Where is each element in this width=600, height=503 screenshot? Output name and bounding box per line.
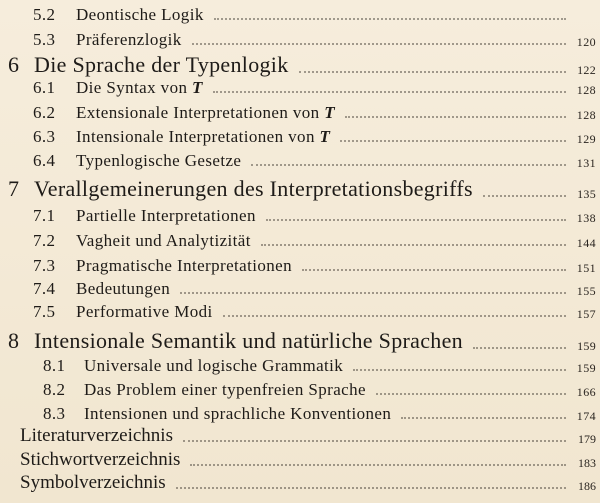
toc-entry [33, 127, 600, 147]
toc-entry-title: Die Syntax von [76, 78, 188, 97]
toc-entry-title: Bedeutungen [76, 279, 171, 298]
toc-entry-title: Pragmatische Interpretationen [76, 256, 292, 275]
dot-leader [473, 347, 566, 349]
toc-entry [33, 256, 600, 276]
toc-entry [33, 302, 600, 322]
toc-entry-number: 7.2 [33, 231, 56, 250]
toc-entry-page: 174 [576, 409, 596, 423]
toc-entry-number: 5.2 [33, 5, 56, 24]
dot-leader [213, 91, 566, 93]
toc-entry-title: Verallgemeinerungen des Interpretationsbegriffs [34, 176, 473, 201]
toc-backmatter-entry [20, 425, 600, 447]
toc-entry-page: 131 [576, 156, 596, 170]
toc-entry-page: 159 [576, 361, 596, 375]
toc-entry-number: 8.3 [43, 404, 66, 423]
toc-chapter-entry [8, 176, 600, 202]
dot-leader [340, 140, 566, 142]
toc-entry-page: 186 [578, 479, 596, 493]
toc-entry [43, 356, 600, 376]
toc-entry-symbol: T [324, 103, 336, 122]
dot-leader [183, 440, 566, 442]
toc-entry-title: Intensionale Semantik und natürliche Sprachen [34, 328, 463, 353]
toc-entry-title: Die Sprache der Typenlogik [34, 52, 289, 77]
toc-entry-number: 5.3 [33, 30, 56, 49]
toc-entry-page: 159 [577, 339, 596, 353]
toc-entry-title: Präferenzlogik [76, 30, 182, 49]
dot-leader [190, 464, 566, 466]
dot-leader [261, 244, 566, 246]
toc-backmatter-entry [20, 449, 600, 471]
dot-leader [266, 219, 566, 221]
toc-entry-symbol: T [192, 78, 203, 97]
toc-entry [33, 5, 600, 25]
toc-entry-number: 7.5 [33, 302, 56, 321]
toc-entry-title: Deontische Logik [76, 5, 204, 24]
toc-entry-number: 7 [8, 176, 20, 201]
dot-leader [345, 116, 566, 118]
dot-leader [483, 195, 566, 197]
toc-entry-page: 129 [576, 132, 596, 146]
toc-entry-page: 120 [576, 35, 596, 49]
toc-entry-page: 166 [576, 385, 596, 399]
toc-entry-page: 155 [576, 284, 596, 298]
toc-entry [33, 103, 600, 123]
dot-leader [401, 417, 566, 419]
toc-chapter-entry [8, 52, 600, 78]
toc-entry [43, 380, 600, 400]
toc-entry [33, 30, 600, 50]
toc-entry-number: 8.1 [43, 356, 66, 375]
toc-backmatter-entry [20, 472, 600, 494]
toc-entry-title: Symbolverzeichnis [20, 472, 166, 493]
toc-entry-number: 6.4 [33, 151, 56, 170]
toc-entry-number: 6 [8, 52, 20, 77]
toc-entry-number: 8.2 [43, 380, 66, 399]
toc-entry-title: Typenlogische Gesetze [76, 151, 242, 170]
toc-entry [33, 231, 600, 251]
toc-entry [33, 151, 600, 171]
toc-chapter-entry [8, 328, 600, 354]
toc-entry-page: 135 [577, 187, 596, 201]
toc-entry-title: Stichwortverzeichnis [20, 449, 181, 470]
toc-entry-page: 144 [576, 236, 596, 250]
toc-entry-page: 151 [576, 261, 596, 275]
dot-leader [223, 315, 566, 317]
toc-entry-page: 138 [576, 211, 596, 225]
toc-entry-title: Universale und logische Grammatik [84, 356, 344, 375]
dot-leader [376, 393, 566, 395]
toc-entry-title: Partielle Interpretationen [76, 206, 256, 225]
toc-entry [33, 279, 600, 299]
toc-entry-number: 7.4 [33, 279, 56, 298]
toc-entry-number: 6.1 [33, 78, 56, 97]
toc-entry-title: Vagheit und Analytizität [76, 231, 251, 250]
toc-entry-number: 6.2 [33, 103, 56, 122]
toc-entry-symbol: T [319, 127, 331, 146]
toc-entry-title: Extensionale Interpretationen von [76, 103, 320, 122]
toc-entry-page: 128 [576, 108, 596, 122]
toc-entry-page: 157 [576, 307, 596, 321]
toc-entry [43, 404, 600, 424]
dot-leader [251, 164, 566, 166]
toc-entry-number: 7.3 [33, 256, 56, 275]
dot-leader [214, 18, 566, 20]
dot-leader [302, 269, 566, 271]
dot-leader [176, 487, 566, 489]
toc-entry-number: 7.1 [33, 206, 56, 225]
toc-entry-title: Performative Modi [76, 302, 213, 321]
toc-entry-title: Literaturverzeichnis [20, 425, 173, 446]
toc-entry-page: 128 [576, 83, 596, 97]
toc-entry-page: 122 [577, 63, 596, 77]
toc-entry-title: Intensionale Interpretationen von [76, 127, 315, 146]
toc-entry-page: 179 [578, 432, 596, 446]
toc-entry [33, 78, 600, 98]
toc-entry-title: Intensionen und sprachliche Konventionen [84, 404, 392, 423]
toc-entry-number: 6.3 [33, 127, 56, 146]
toc-entry-title: Das Problem einer typenfreien Sprache [84, 380, 366, 399]
dot-leader [192, 43, 566, 45]
dot-leader [180, 292, 566, 294]
dot-leader [299, 71, 566, 73]
toc-entry-page: 183 [578, 456, 596, 470]
dot-leader [353, 369, 566, 371]
toc-entry-number: 8 [8, 328, 20, 353]
toc-entry [33, 206, 600, 226]
